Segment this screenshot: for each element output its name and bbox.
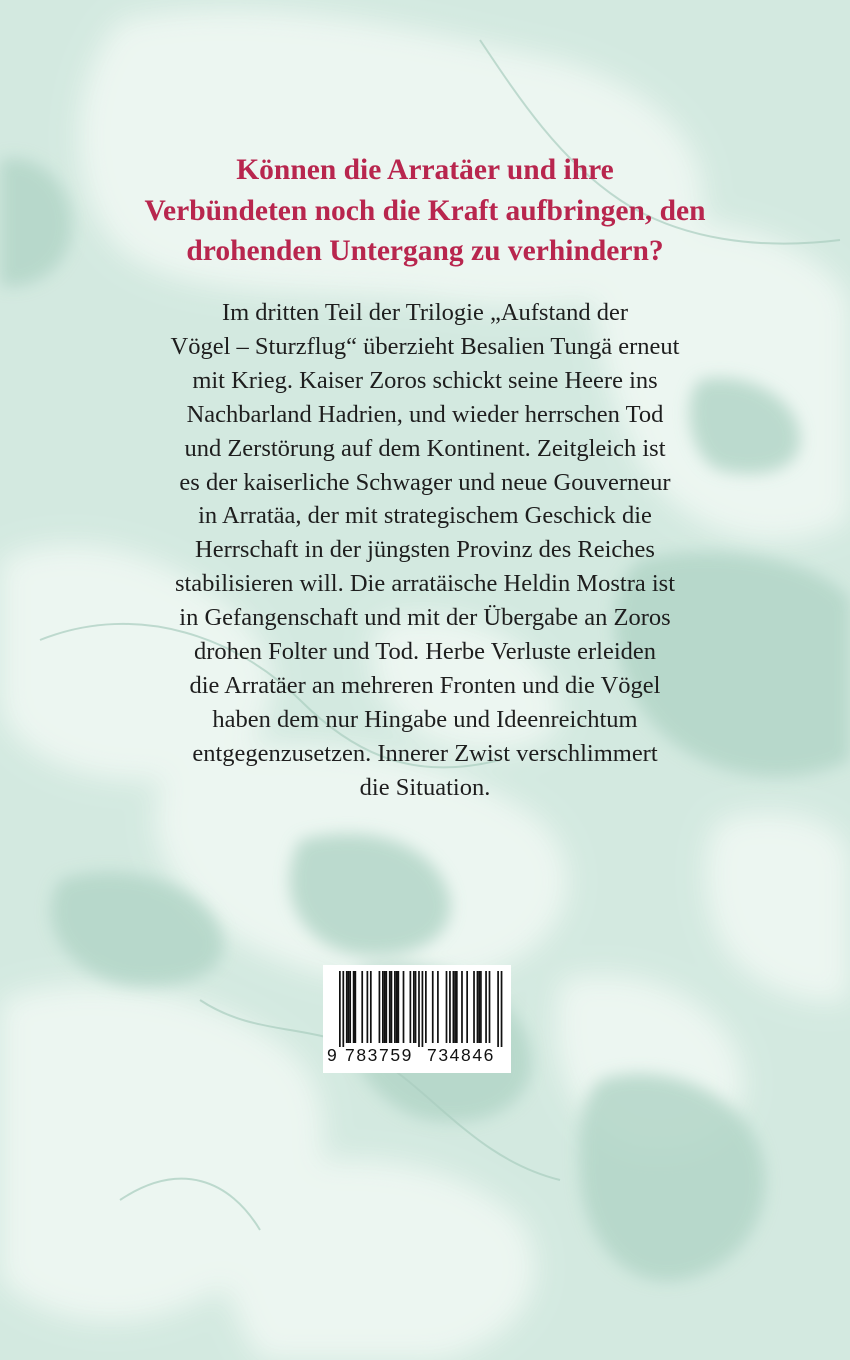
blurb-text: [120, 296, 730, 805]
barcode-bar: [432, 971, 434, 1043]
barcode-bar: [497, 971, 499, 1047]
barcode-bar: [403, 971, 405, 1043]
blurb-line: Vögel – Sturzflug“ überzieht Besalien Tungä erneut: [170, 332, 680, 360]
barcode-bar: [367, 971, 369, 1043]
barcode-bar: [396, 971, 398, 1043]
barcode-bar: [473, 971, 475, 1043]
barcode-bar: [485, 971, 487, 1043]
blurb-line: entgegenzusetzen. Innerer Zwist verschlimmert: [192, 739, 658, 767]
isbn-barcode: [323, 965, 511, 1073]
barcode-bar: [415, 971, 417, 1043]
isbn-group-1: 783759: [345, 1045, 413, 1065]
isbn-number: [323, 1045, 511, 1069]
barcode-bar: [391, 971, 393, 1043]
barcode-bar: [410, 971, 412, 1043]
barcode-bar: [425, 971, 427, 1043]
barcode-bar: [453, 971, 455, 1043]
barcode-bar: [454, 971, 456, 1043]
isbn-group-2: 734846: [427, 1045, 495, 1065]
barcode-bar: [349, 971, 351, 1043]
barcode-bar: [379, 971, 381, 1043]
blurb-line: in Gefangenschaft und mit der Übergabe an Zoros: [179, 604, 671, 632]
barcode-bar: [477, 971, 479, 1043]
blurb-line: haben dem nur Hingabe und Ideenreichtum: [212, 705, 638, 733]
blurb-line: drohen Folter und Tod. Herbe Verluste erleiden: [193, 638, 657, 666]
tagline: [60, 150, 790, 272]
barcode-bar: [413, 971, 415, 1043]
barcode-bar: [461, 971, 463, 1043]
barcode-bar: [348, 971, 350, 1043]
barcode-bar: [422, 971, 424, 1047]
blurb-line: die Situation.: [359, 773, 491, 801]
tagline-line: drohenden Untergang zu verhindern?: [186, 235, 664, 267]
isbn-lead-digit: 9: [327, 1045, 337, 1065]
barcode-bar: [385, 971, 387, 1043]
barcode-bars: [323, 965, 511, 1047]
barcode-bar: [389, 971, 391, 1043]
barcode-bar: [339, 971, 341, 1047]
barcode-bar: [370, 971, 372, 1043]
blurb-line: mit Krieg. Kaiser Zoros schickt seine Heere ins: [192, 366, 658, 394]
barcode-bar: [394, 971, 396, 1043]
barcode-bar: [346, 971, 348, 1043]
barcode-bar: [354, 971, 356, 1043]
blurb-line: stabilisieren will. Die arratäische Heldin Mostra ist: [174, 570, 676, 598]
barcode-bar: [446, 971, 448, 1043]
barcode-bar: [501, 971, 503, 1047]
barcode-bar: [353, 971, 355, 1043]
blurb-line: Nachbarland Hadrien, und wieder herrschen Tod: [186, 400, 664, 428]
blurb-line: Herrschaft in der jüngsten Provinz des Reiches: [195, 536, 655, 564]
barcode-bar: [489, 971, 491, 1043]
barcode-bar: [449, 971, 451, 1043]
barcode-bar: [437, 971, 439, 1043]
blurb-line: und Zerstörung auf dem Kontinent. Zeitgleich ist: [184, 434, 666, 462]
blurb-line: Im dritten Teil der Trilogie „Aufstand der: [221, 299, 629, 326]
barcode-bar: [397, 971, 399, 1043]
barcode-bar: [361, 971, 363, 1043]
barcode-bar: [478, 971, 480, 1043]
barcode-bar: [418, 971, 420, 1047]
blurb-line: es der kaiserliche Schwager und neue Gouverneur: [179, 468, 671, 496]
tagline-line: Können die Arratäer und ihre: [236, 154, 614, 186]
blurb-line: in Arratäa, der mit strategischem Geschick die: [198, 502, 652, 530]
barcode-bar: [342, 971, 344, 1047]
barcode-bar: [382, 971, 384, 1043]
barcode-bar: [480, 971, 482, 1043]
barcode-bar: [456, 971, 458, 1043]
tagline-line: Verbündeten noch die Kraft aufbringen, den: [144, 194, 706, 227]
barcode-bar: [466, 971, 468, 1043]
barcode-bar: [384, 971, 386, 1043]
blurb-line: die Arratäer an mehreren Fronten und die Vögel: [189, 671, 661, 699]
